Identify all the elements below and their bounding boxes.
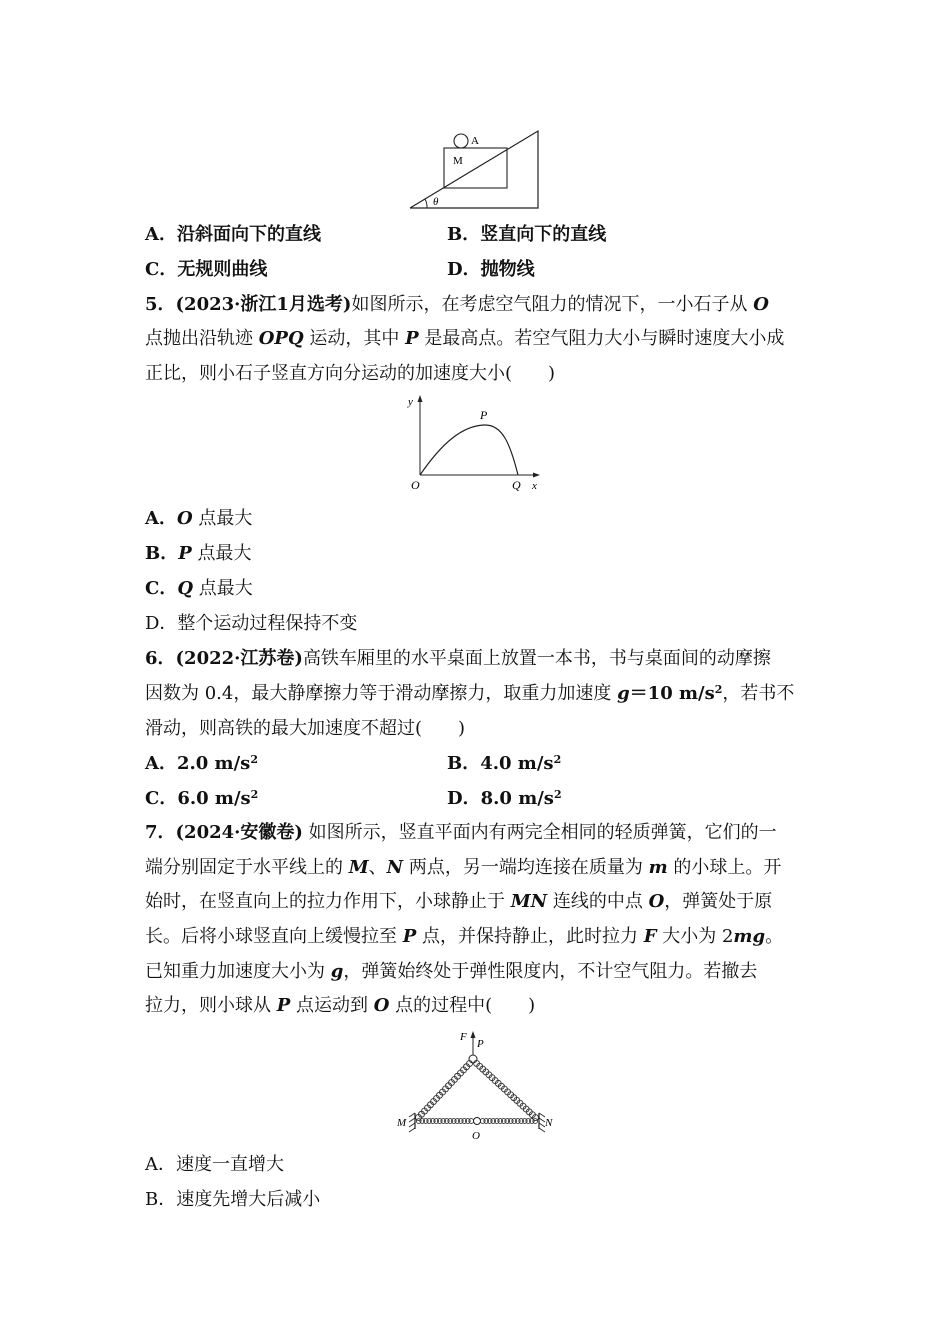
q7-line-2: 端分别固定于水平线上的 M、N 两点，另一端均连接在质量为 m 的小球上。开 (145, 857, 782, 878)
q5-option-b: B．P 点最大 (145, 543, 252, 564)
o-label: O (411, 478, 420, 492)
n-label: N (545, 1117, 553, 1129)
q7-option-b: B．速度先增大后减小 (145, 1189, 321, 1210)
spring-figure (393, 1027, 563, 1145)
trajectory-curve (420, 425, 518, 475)
spring-coil (469, 1119, 474, 1124)
q7-line-4: 长。后将小球竖直向上缓慢拉至 P 点，并保持静止，此时拉力 F 大小为 2mg。 (145, 926, 784, 947)
q7-line-3: 始时，在竖直向上的拉力作用下，小球静止于 MN 连线的中点 O，弹簧处于原 (145, 891, 773, 912)
x-arrow (533, 473, 540, 478)
incline-figure (405, 128, 545, 212)
ball-label: A (471, 135, 479, 147)
q6-line-3: 滑动，则高铁的最大加速度不超过( ) (145, 718, 466, 739)
q5-line-2: 点抛出沿轨迹 OPQ 运动，其中 P 是最高点。若空气阻力大小与瞬时速度大小成 (145, 328, 785, 349)
p-label: P (477, 1038, 484, 1050)
force-arrowhead (471, 1031, 476, 1038)
angle-label: θ (433, 196, 439, 208)
right-spring (474, 1060, 539, 1120)
q7-line-1: 7．(2024·安徽卷) 如图所示，竖直平面内有两完全相同的轻质弹簧，它们的一 (145, 822, 777, 843)
q7-option-a: A．速度一直增大 (145, 1154, 284, 1175)
q4-option-d: D．抛物线 (447, 259, 535, 280)
q-label: Q (512, 478, 521, 492)
q6-option-a: A．2.0 $m/s^2$ (145, 753, 258, 774)
q7-line-5: 已知重力加速度大小为 g，弹簧始终处于弹性限度内，不计空气阻力。若撤去 (145, 961, 758, 982)
x-label: x (532, 480, 537, 492)
ball-p (469, 1055, 477, 1063)
q5-option-a: A．O 点最大 (145, 508, 253, 529)
q6-line-1: 6．(2022·江苏卷)高铁车厢里的水平桌面上放置一本书，书与桌面间的动摩擦 (145, 648, 771, 669)
q5-line-1: 5．(2023·浙江1月选考)如图所示，在考虑空气阻力的情况下，一小石子从 O (145, 294, 769, 315)
y-arrow (418, 395, 423, 402)
trajectory-figure (402, 393, 550, 493)
q5-option-c: C．Q 点最大 (145, 578, 253, 599)
o-label: O (472, 1130, 480, 1142)
q6-line-2: 因数为 0.4，最大静摩擦力等于滑动摩擦力，取重力加速度 g＝10 $m/s^2$，若书不 (145, 683, 795, 704)
angle-arc (425, 199, 427, 208)
q6-option-c: C．6.0 $m/s^2$ (145, 788, 259, 809)
q4-option-b: B．竖直向下的直线 (447, 224, 607, 245)
ball-a (454, 134, 468, 148)
block-label: M (453, 155, 463, 167)
p-label: P (480, 408, 488, 422)
q5-line-3: 正比，则小石子竖直方向分运动的加速度大小( ) (145, 363, 556, 384)
q5-option-d: D．整个运动过程保持不变 (145, 613, 358, 634)
y-label: y (408, 396, 413, 408)
m-label: M (397, 1117, 407, 1129)
hatch-m (409, 1113, 415, 1132)
ball-o (474, 1118, 481, 1125)
q6-option-b: B．4.0 $m/s^2$ (447, 753, 562, 774)
q4-option-a: A．沿斜面向下的直线 (145, 224, 321, 245)
q4-option-c: C．无规则曲线 (145, 259, 268, 280)
q6-option-d: D．8.0 $m/s^2$ (447, 788, 562, 809)
left-spring (416, 1061, 473, 1121)
q7-line-6: 拉力，则小球从 P 点运动到 O 点的过程中( ) (145, 995, 536, 1016)
force-label: F (460, 1031, 467, 1043)
